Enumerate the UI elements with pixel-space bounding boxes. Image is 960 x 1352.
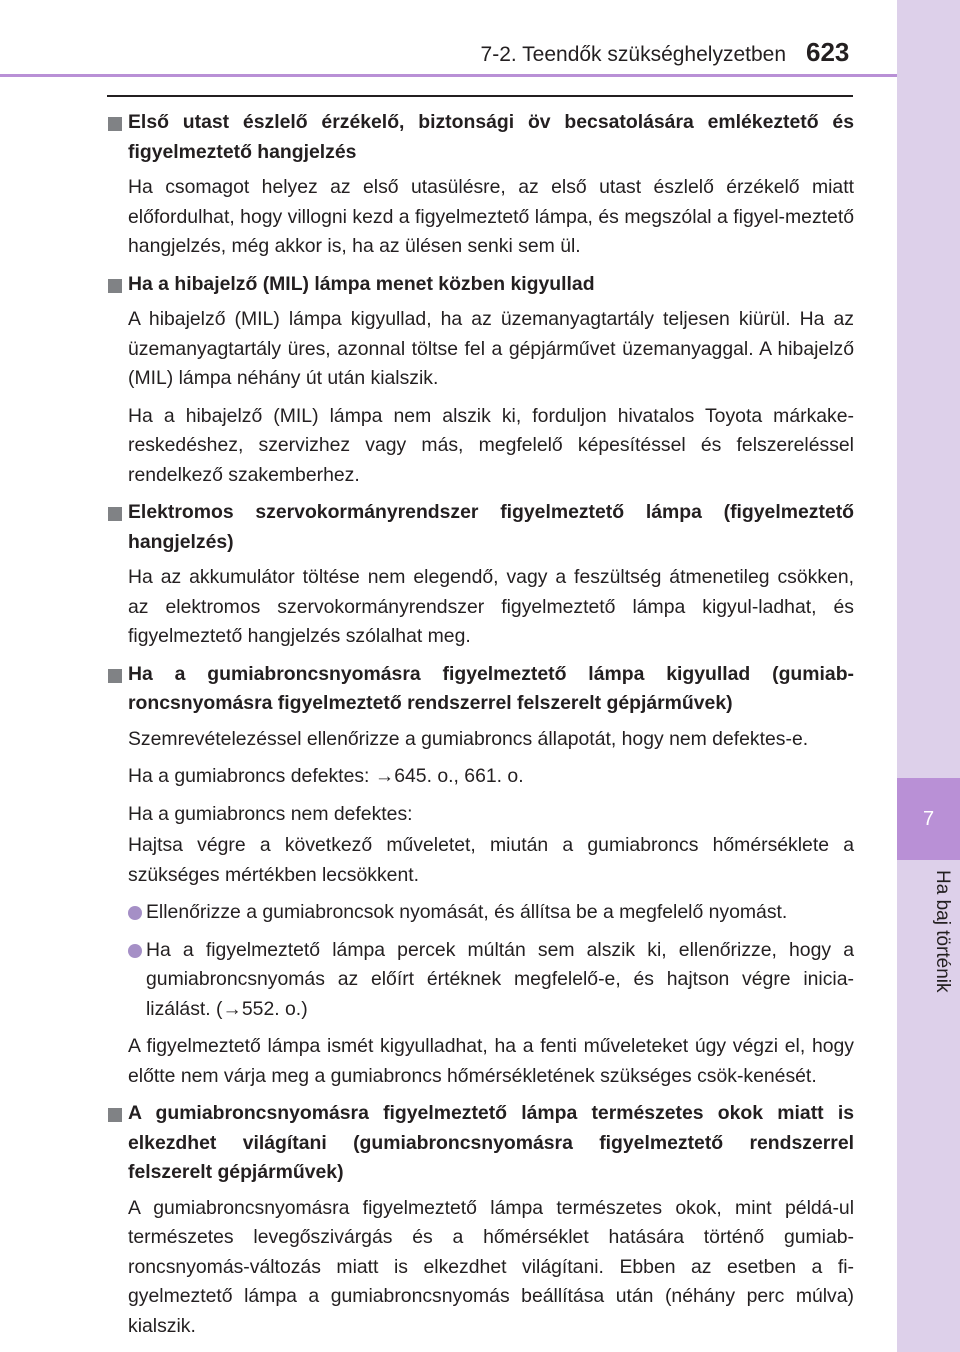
paragraph: Ha a gumiabroncs defektes: →645. o., 661. o. bbox=[128, 765, 524, 787]
side-tab bbox=[897, 0, 960, 1352]
square-bullet-icon bbox=[108, 1108, 122, 1122]
section-heading bbox=[106, 1099, 854, 1188]
header-rule bbox=[0, 74, 897, 77]
round-bullet-icon bbox=[128, 906, 142, 920]
paragraph: A figyelmeztető lámpa ismét kigyulladhat, ha a fenti műveleteket úgy végzi el, hogy előtte nem várja meg a gumiabroncs hőmérsékletének szükséges csök-kenését. bbox=[128, 1035, 854, 1087]
section-heading-text: Ha a hibajelző (MIL) lámpa menet közben kigyullad bbox=[128, 272, 595, 295]
paragraph: Ha a hibajelző (MIL) lámpa nem alszik ki, forduljon hivatalos Toyota márkake-reskedéshez, szervizhez vagy más, megfelelő képesítéssel és felszereléssel rendelkező szakemberhez. bbox=[128, 404, 854, 486]
paragraph: A gumiabroncsnyomásra figyelmeztető lámpa természetes okok, mint példá-ul természetes levegőszivárgás és a hőmérséklet hatására történő gumiab-roncsnyomás-változás miatt is elkezdhet világítani. Ebben az esetben a fi-gyelmeztető lámpa a gumiabroncsnyomás beállítása után (néhány perc múlva) kialszik. bbox=[128, 1196, 854, 1337]
section-heading-text: A gumiabroncsnyomásra figyelmeztető lámpa természetes okok miatt is elkezdhet világítani (gumiabroncsnyomásra figyelmeztető rendszerrel felszerelt gépjárművek) bbox=[128, 1102, 854, 1183]
section-heading bbox=[106, 270, 854, 300]
list-item-text: Ellenőrizze a gumiabroncsok nyomását, és állítsa be a megfelelő nyomást. bbox=[146, 901, 788, 923]
page-content bbox=[106, 108, 854, 1349]
section-heading-text: Elektromos szervokormányrendszer figyelmeztető lámpa (figyelmeztető hangjelzés) bbox=[128, 501, 854, 553]
section-heading bbox=[106, 108, 854, 167]
content-top-rule bbox=[107, 95, 853, 97]
square-bullet-icon bbox=[108, 507, 122, 521]
chapter-number-badge bbox=[897, 778, 960, 860]
section-heading bbox=[106, 498, 854, 557]
header-section-title: 7-2. Teendők szükséghelyzetben bbox=[480, 43, 786, 66]
square-bullet-icon bbox=[108, 117, 122, 131]
paragraph: Ha az akkumulátor töltése nem elegendő, vagy a feszültség átmenetileg csökken, az elektromos szervokormányrendszer figyelmeztető lámpa kigyul-ladhat, és figyelmeztető hangjelzés szólalhat meg. bbox=[128, 566, 854, 647]
paragraph: Ha csomagot helyez az első utasülésre, az első utast észlelő érzékelő miatt előfordulhat, hogy villogni kezd a figyelmeztető lámpa, és megszólal a figyel-meztető hangjelzés, még akkor is, ha az ülésen senki sem ül. bbox=[128, 176, 854, 257]
square-bullet-icon bbox=[108, 669, 122, 683]
list-item bbox=[106, 898, 854, 928]
section-heading-text: Ha a gumiabroncsnyomásra figyelmeztető lámpa kigyullad (gumiab-roncsnyomásra figyelmeztető rendszerrel felszerelt gépjárművek) bbox=[128, 662, 854, 714]
section-heading-text: Első utast észlelő érzékelő, biztonsági öv becsatolására emlékeztető és figyelmeztető hangjelzés bbox=[128, 111, 854, 163]
paragraph: A hibajelző (MIL) lámpa kigyullad, ha az üzemanyagtartály teljesen kiürül. Ha az üzemanyagtartály üres, azonnal töltse fel a gépjárművet üzemanyaggal. A hibajelző (MIL) lámpa néhány út után kialszik. bbox=[128, 308, 854, 389]
chapter-title: Ha baj történik bbox=[932, 870, 953, 993]
list-item bbox=[106, 936, 854, 1025]
paragraph: Szemrevételezéssel ellenőrizze a gumiabroncs állapotát, hogy nem defektes-e. bbox=[128, 727, 809, 750]
section-heading bbox=[106, 660, 854, 719]
paragraph: Ha a gumiabroncs nem defektes: bbox=[128, 802, 413, 825]
list-item-text: Ha a figyelmeztető lámpa percek múltán sem alszik ki, ellenőrizze, hogy a gumiabroncsnyomás az előírt értéknek megfelelő-e, és hajtson végre inicia-lizálást. (→552. o.) bbox=[146, 938, 854, 1020]
chapter-number: 7 bbox=[922, 807, 935, 830]
round-bullet-icon bbox=[128, 944, 142, 958]
paragraph: Hajtsa végre a következő műveletet, miután a gumiabroncs hőmérséklete a szükséges mértékben lecsökkent. bbox=[128, 834, 854, 886]
square-bullet-icon bbox=[108, 279, 122, 293]
page-number: 623 bbox=[806, 37, 850, 67]
